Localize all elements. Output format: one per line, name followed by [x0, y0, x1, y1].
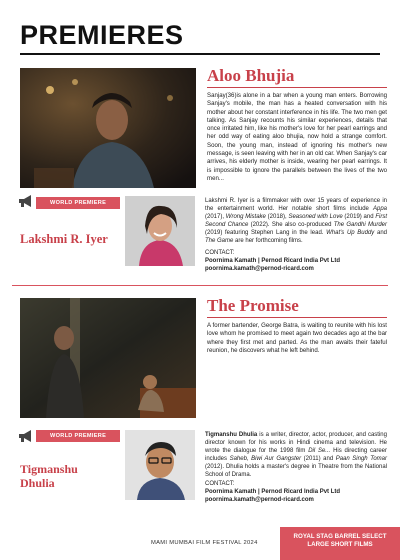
bio-run: Lakshmi R. Iyer is a filmmaker with over 15 years of experience in the entertainment world. Her notable short films include: [205, 198, 387, 212]
megaphone-icon: [18, 429, 34, 443]
world-premiere-badge: WORLD PREMIERE: [36, 430, 120, 442]
contact-block: [205, 250, 387, 273]
section-divider: [12, 285, 388, 286]
contact-company: Poornima Kamath | Pernod Ricard India Pvt Ltd: [205, 488, 341, 495]
contact-company: Poornima Kamath | Pernod Ricard India Pvt Ltd: [205, 257, 341, 264]
contact-label: CONTACT:: [205, 250, 235, 256]
contact-email: poornima.kamath@pernod-ricard.com: [205, 496, 314, 503]
badge-rule: [120, 203, 122, 204]
section-label-line2: LARGE SHORT FILMS: [307, 541, 373, 548]
section-label-line1: ROYAL STAG BARREL SELECT: [293, 533, 387, 540]
director-name-line1: Tigmanshu: [20, 462, 78, 476]
bio-run: Dil Se...: [308, 448, 331, 454]
contact-email: poornima.kamath@pernod-ricard.com: [205, 265, 314, 272]
bio-run: (2018),: [265, 214, 289, 220]
title-underline: [20, 53, 380, 55]
film-still-image: [20, 298, 196, 418]
film-still-the-promise: [20, 298, 196, 418]
bio-run: (2011) and: [301, 456, 336, 462]
director-bio: [205, 431, 387, 479]
bio-run: The Game: [205, 238, 234, 244]
director-photo: [125, 430, 195, 500]
bio-run: His directing career includes: [205, 448, 388, 462]
bio-run: (2022). She also co-produced: [248, 222, 334, 228]
film-title-rule: [207, 317, 387, 318]
director-name-line2: Dhulia: [20, 476, 55, 490]
bio-run: Tigmanshu Dhulia: [205, 432, 258, 438]
bio-run: and: [374, 230, 387, 236]
director-bio: [205, 197, 387, 245]
bio-run: The Gandhi Murder: [333, 222, 387, 228]
world-premiere-badge: WORLD PREMIERE: [36, 197, 120, 209]
film-synopsis: Sanjay(36)is alone in a bar when a young man enters. Borrowing Sanjay's mobile, the man has a heated conversation with his mother about her constant interference in his life. The two men get talking. As Sanjay recounts his similar experiences, details that once irritated him, like his mother's love for her pearl earrings and her odd way of eating aloo bhujia, now hold a strange comfort. Soon, the young man, instead of ignoring his mother's new message, is seen leaving with her in an old car. When Sanjay's car arrives, his elderly mother is inside, wearing her pearl earrings. It is impossible to ignore the parallels between the lives of the two men...: [207, 92, 388, 182]
bio-run: are her forthcoming films.: [233, 238, 303, 244]
film-synopsis: A former bartender, George Batra, is waiting to reunite with his lost love whom he promised to meet again two decades ago at the bar where they first met and parted. As the man awaits their fateful reunion, he discovers what he left behind.: [207, 322, 387, 354]
bio-run: Paan Singh Tomar: [335, 456, 387, 462]
bio-run: Wrong Mistake: [225, 214, 266, 220]
section-label-box: [280, 527, 400, 560]
film-still-aloo-bhujia: [20, 68, 196, 188]
contact-block: [205, 481, 387, 504]
bio-run: (2019) featuring Stephen Lang in the lead.: [205, 230, 327, 236]
film-still-image: [20, 68, 196, 188]
bio-run: (2012). Dhulia holds a master's degree in Theatre from the National School of Drama.: [205, 464, 387, 478]
bio-run: is a writer, director, actor, producer, and casting director known for his works in Hindi cinema and television. He wrote the dialogue for the 1998 film: [205, 432, 387, 454]
contact-label: CONTACT:: [205, 481, 235, 487]
film-title-the-promise: The Promise: [207, 296, 299, 315]
bio-run: What's Up Buddy: [326, 230, 375, 236]
film-title-aloo-bhujia: Aloo Bhujia: [207, 66, 295, 85]
bio-run: (2019) and: [342, 214, 376, 220]
festival-name: MAMI MUMBAI FILM FESTIVAL 2024: [151, 540, 258, 546]
bio-run: Appa: [372, 206, 387, 212]
director-name: Lakshmi R. Iyer: [20, 232, 108, 246]
megaphone-icon: [18, 194, 34, 208]
bio-run: First Second Chance: [205, 214, 387, 228]
film-title-rule: [207, 87, 387, 88]
bio-run: Saheb, Biwi Aur Gangster: [229, 456, 302, 462]
bio-run: Seasoned with Love: [288, 214, 343, 220]
page-title: PREMIERES: [20, 20, 184, 50]
director-photo: [125, 196, 195, 266]
bio-run: (2017),: [205, 214, 226, 220]
